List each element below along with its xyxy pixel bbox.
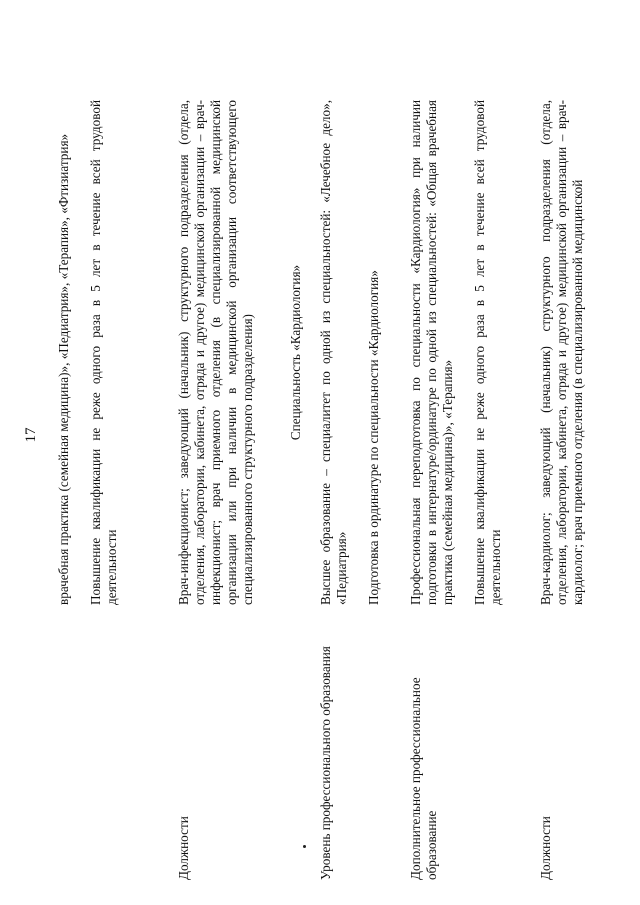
cell-paragraph: Подготовка в ординатуре по специальности «Кардиология» <box>366 270 382 605</box>
page-number: 17 <box>23 427 39 443</box>
table-cell-additional-education <box>408 100 504 605</box>
table-cell-continuation <box>56 100 120 605</box>
row-label-additional-education: Дополнительное профессиональное образование <box>408 677 440 880</box>
cell-paragraph: Профессиональная переподготовка по специальности «Кардиология» при наличии подготовки в интернатуре/ординатуре по одной из специальностей: «Общая врачебная практика (семейная медицина)», «Терапия» <box>408 100 456 605</box>
row-label-positions: Должности <box>176 816 191 880</box>
table-cell-positions-cardiology <box>538 100 586 605</box>
scan-speck <box>303 845 306 848</box>
row-label-positions-cardiology: Должности <box>538 816 553 880</box>
table-cell-education-level <box>318 100 382 605</box>
cell-paragraph: Врач-кардиолог; заведующий (начальник) структурного подразделения (отдела, отделения, лаборатории, кабинета, отряда и другое) медицинской организации – врач-кардиолог; врач приемного отделения (в специализированной медицинской <box>538 100 586 605</box>
cell-paragraph: Повышение квалификации не реже одного раза в 5 лет в течение всей трудовой деятельности <box>88 100 120 605</box>
cell-paragraph: Врач-инфекционист; заведующий (начальник) структурного подразделения (отдела, отделения, лаборатории, кабинета, отряда и другое) медицинской организации – врач-инфекционист; врач приемного отделения (в специализированной медицинской организации или при наличии в медицинской организации соответствующего специализированного структурного подразделения) <box>176 100 256 605</box>
row-label-education-level: Уровень профессионального образования <box>318 646 333 880</box>
cell-paragraph: Повышение квалификации не реже одного раза в 5 лет в течение всей трудовой деятельности <box>472 100 504 605</box>
cell-paragraph: врачебная практика (семейная медицина)», «Педиатрия», «Терапия», «Фтизиатрия» <box>56 133 71 605</box>
cell-paragraph: Высшее образование – специалитет по одной из специальностей: «Лечебное дело», «Педиатрия» <box>318 100 350 605</box>
section-heading: Специальность «Кардиология» <box>288 264 303 441</box>
table-cell-positions <box>176 100 256 605</box>
